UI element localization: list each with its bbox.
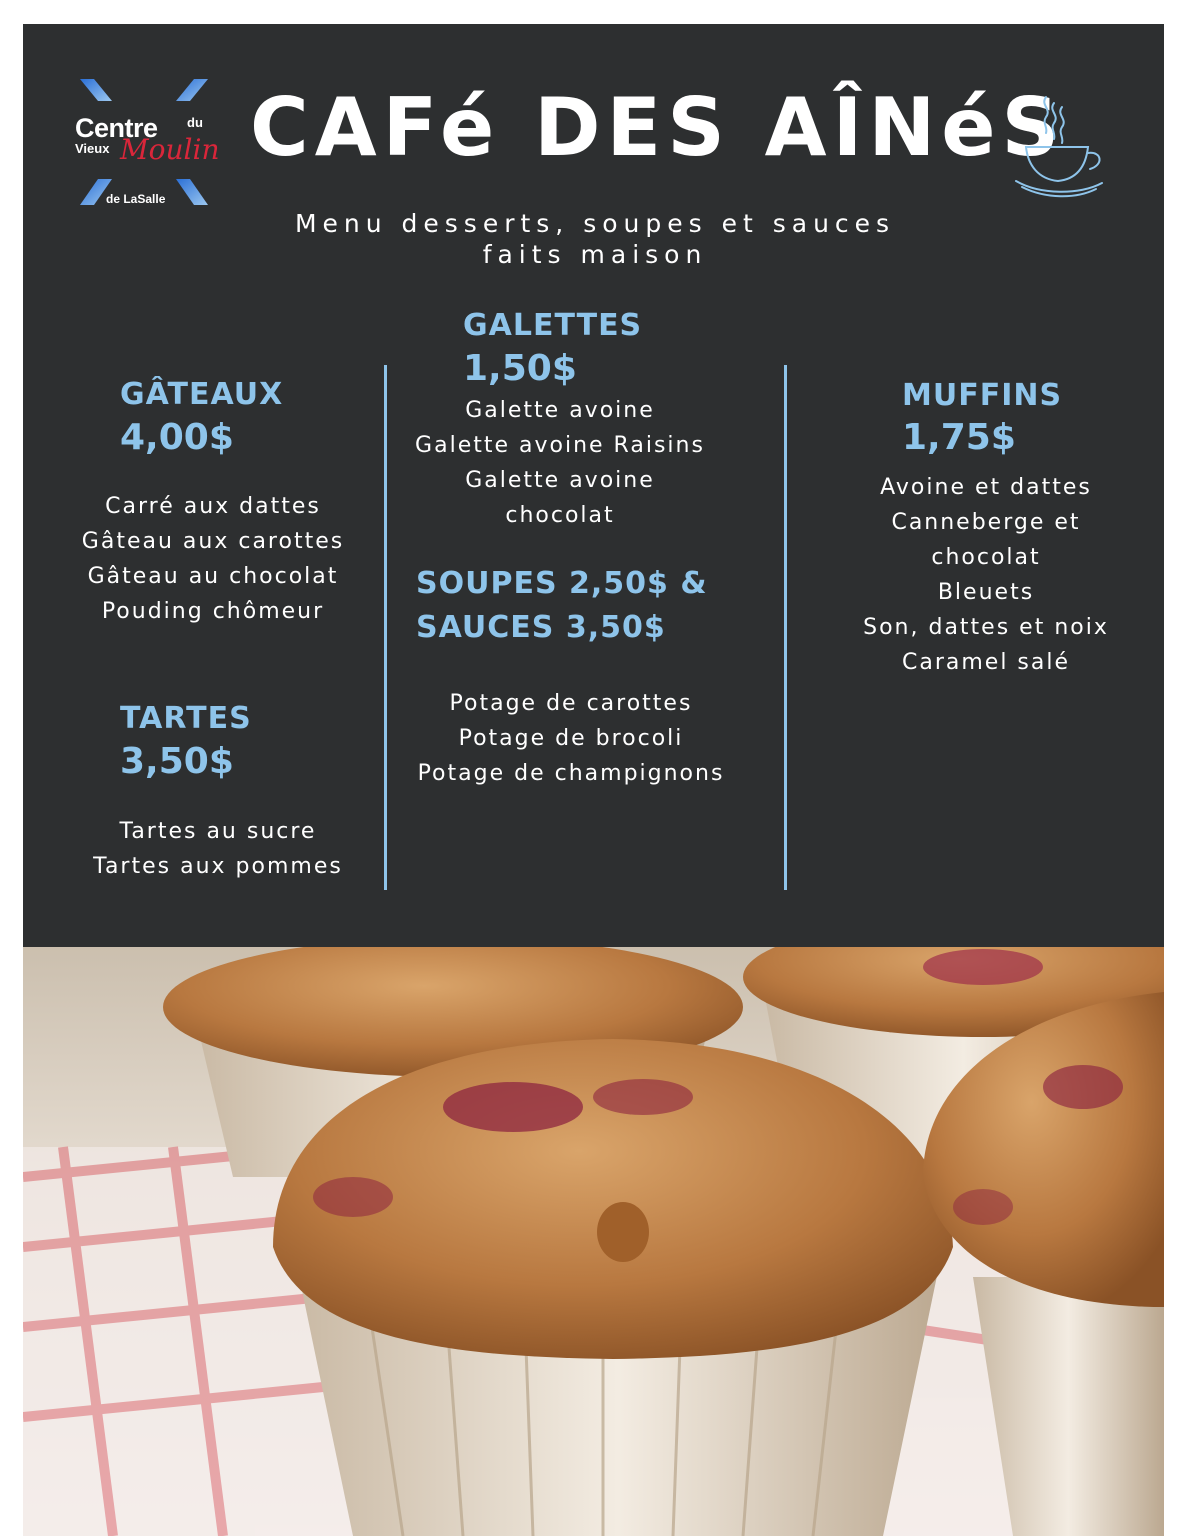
list-item: Caramel salé — [901, 650, 1071, 675]
list-item: Son, dattes et noix — [863, 615, 1109, 640]
subtitle — [220, 208, 970, 270]
list-item: Bleuets — [937, 580, 1035, 605]
list-item: Tartes aux pommes — [93, 854, 343, 879]
muffins-list — [836, 470, 1136, 680]
galettes-heading: GALETTES — [463, 308, 643, 343]
logo-lasalle-text: de LaSalle — [106, 192, 166, 206]
list-item: chocolat — [931, 545, 1041, 570]
tartes-list — [57, 814, 379, 884]
tartes-heading: TARTES — [120, 701, 252, 736]
list-item: Avoine et dattes — [880, 475, 1092, 500]
galettes-price: 1,50$ — [463, 348, 577, 389]
page-title: CAFé DES AÎNéS — [250, 81, 1066, 174]
column-divider-right — [784, 365, 787, 890]
subtitle-line-1: Menu desserts, soupes et sauces — [294, 209, 896, 238]
list-item: Potage de carottes — [449, 691, 693, 716]
list-item: Gâteau au chocolat — [87, 564, 339, 589]
muffin-front-center — [273, 1039, 953, 1536]
centre-logo — [72, 75, 222, 210]
gateaux-price: 4,00$ — [120, 417, 234, 458]
tartes-price: 3,50$ — [120, 741, 234, 782]
list-item: Carré aux dattes — [105, 494, 321, 519]
galettes-list — [390, 393, 730, 533]
muffins-price: 1,75$ — [902, 417, 1016, 458]
list-item: Galette avoine — [465, 398, 655, 423]
list-item: Gâteau aux carottes — [81, 529, 345, 554]
gateaux-heading: GÂTEAUX — [120, 377, 284, 412]
list-item: Potage de champignons — [417, 761, 725, 786]
sauces-heading: SAUCES 3,50$ — [416, 610, 666, 645]
muffins-photo — [23, 947, 1164, 1536]
logo-moulin-text: Moulin — [120, 133, 220, 166]
list-item: chocolat — [505, 503, 615, 528]
coffee-cup-icon — [1010, 95, 1110, 209]
logo-centre-text: Centre — [75, 113, 158, 143]
soupes-list — [390, 686, 752, 791]
logo-du-text: du — [187, 115, 203, 130]
soupes-heading: SOUPES 2,50$ & — [416, 566, 708, 601]
muffins-heading: MUFFINS — [902, 378, 1063, 413]
logo-vieux-text: Vieux — [75, 141, 110, 156]
column-divider-left — [384, 365, 387, 890]
list-item: Galette avoine — [465, 468, 655, 493]
list-item: Canneberge et — [891, 510, 1081, 535]
gateaux-list — [52, 489, 374, 629]
list-item: Galette avoine Raisins — [415, 433, 705, 458]
list-item: Potage de brocoli — [458, 726, 684, 751]
list-item: Pouding chômeur — [101, 599, 325, 624]
list-item: Tartes au sucre — [119, 819, 317, 844]
subtitle-line-2: faits maison — [482, 240, 708, 269]
